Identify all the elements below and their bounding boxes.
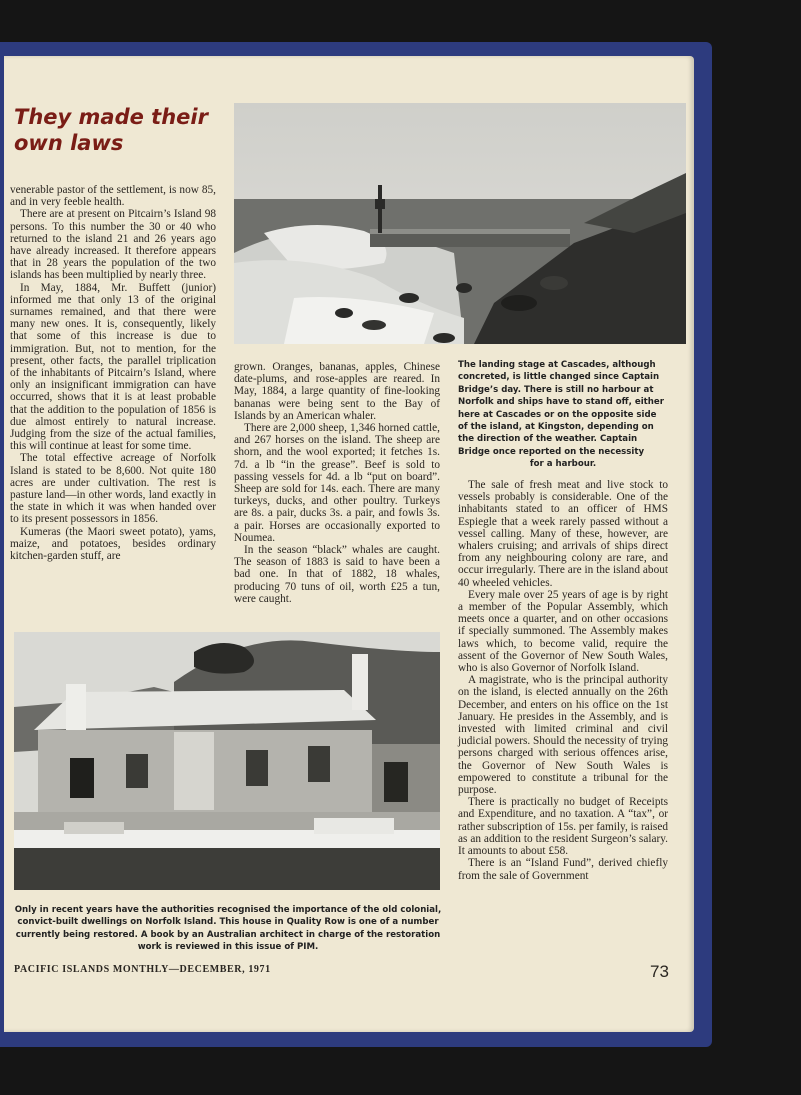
title-line-2: own laws: [14, 131, 124, 155]
text-column-3: [458, 479, 668, 882]
article-title: [14, 104, 224, 156]
text-column-2: [234, 361, 440, 605]
landing-stage-caption: [458, 359, 668, 471]
paragraph: grown. Oranges, bananas, apples, Chinese date-plums, and rose-apples are reared. In May, 1884, a large quantity of fine-looking bananas were being sent to the Bay of Islands by an American whaler.: [234, 361, 440, 422]
quality-row-house-photo: [14, 632, 440, 890]
paragraph: Every male over 25 years of age is by right a member of the Popular Assembly, which meets once a quarter, and on other occasions if specially summoned. The Assembly makes laws which, to become valid, require the assent of the Governor of New South Wales, who is also Governor of Norfolk Island.: [458, 588, 668, 675]
paragraph: The sale of fresh meat and live stock to vessels probably is considerable. One of the inhabitants stated to an officer of HMS Espiegle that a week rarely passed without a vessel calling. Many of these, however, are whalers cruising; and arrivals of ships direct from any neighbouring colony are rare, and occur irregularly. There are in the island about 40 wheeled vehicles.: [458, 479, 668, 589]
page-number: 73: [650, 962, 669, 981]
paragraph: The total effective acreage of Norfolk Island is stated to be 8,600. Not quite 180 acres are under cultivation. The rest is pasture land—in other words, land exactly in the state in which it was when handed over to its present possessors in 1856.: [10, 452, 216, 526]
paragraph: Kumeras (the Maori sweet potato), yams, maize, and potatoes, besides ordinary kitchen-garden stuff, are: [10, 525, 216, 563]
running-footer: PACIFIC ISLANDS MONTHLY—DECEMBER, 1971: [14, 964, 271, 975]
paragraph: venerable pastor of the settlement, is now 85, and in very feeble health.: [10, 184, 216, 209]
landing-stage-photo: [234, 103, 686, 344]
paragraph: In May, 1884, Mr. Buffett (junior) informed me that only 13 of the original surnames remained, and that there were many new ones. It is, consequently, likely that some of this increase is due to immigration. But, not to mention, for the present, other facts, the parallel triplication of the inhabitants of Pitcairn’s Island, where only an insignificant immigration can have occurred, shows that it is at least probable that the addition to the population of 1856 is due almost entirely to natural increase. Judging from the size of the actual families, this will continue at least for some time.: [10, 281, 216, 453]
landing-caption-text: The landing stage at Cascades, although concreted, is little changed since Captain Bridge’s day. There is still no harbour at Norfolk and ships have to stand off, either here at Cascades or on the opposite side of the island, at Kingston, depending on the direction of the weather. Captain Bridge once reported on the necessity: [458, 360, 664, 457]
paragraph: There is an “Island Fund”, derived chiefly from the sale of Government: [458, 857, 668, 882]
paragraph: There is practically no budget of Receipts and Expenditure, and no taxation. A “tax”, or rather subscription of 15s. per family, is raised as an addition to the resident Surgeon’s salary. It amounts to about £58.: [458, 796, 668, 858]
title-line-1: They made their: [14, 105, 208, 129]
paragraph: There are 2,000 sheep, 1,346 horned cattle, and 267 horses on the island. The sheep are shorn, and the wool exported; it fetches 1s. 7d. a lb “in the grease”. Beef is sold to passing vessels for 4d. a lb “put on board”. Sheep are sold for 14s. each. There are many turkeys, ducks, and other poultry. Turkeys are 8s. a pair, ducks 3s. a pair, and fowls 3s. a pair. Horses are occasionally exported to Noumea.: [234, 422, 440, 544]
landing-caption-last-line: for a harbour.: [529, 459, 597, 470]
text-column-1: [10, 184, 216, 562]
paragraph: A magistrate, who is the principal authority on the island, is elected annually on the 26th December, and enters on his office on the 1st January. He presides in the Assembly, and is invested with limited criminal and civil judicial powers. Should the necessity of trying persons charged with serious offences arise, the Governor of New South Wales is empowered to constitute a tribunal for the purpose.: [458, 674, 668, 797]
house-caption: Only in recent years have the authorities recognised the importance of the old colonial, convict-built dwellings on Norfolk Island. This house in Quality Row is one of a number currently being restored. A book by an Australian architect in charge of the restoration work is reviewed in this issue of PIM.: [14, 905, 442, 953]
paragraph: In the season “black” whales are caught. The season of 1883 is said to have been a bad one. In that of 1882, 18 whales, producing 70 tuns of oil, worth £25 a tun, were caught.: [234, 544, 440, 605]
paragraph: There are at present on Pitcairn’s Island 98 persons. To this number the 30 or 40 who returned to the island 21 and 26 years ago have already increased. It therefore appears that in 28 years the population of the two islands has been multiplied by nearly three.: [10, 208, 216, 282]
